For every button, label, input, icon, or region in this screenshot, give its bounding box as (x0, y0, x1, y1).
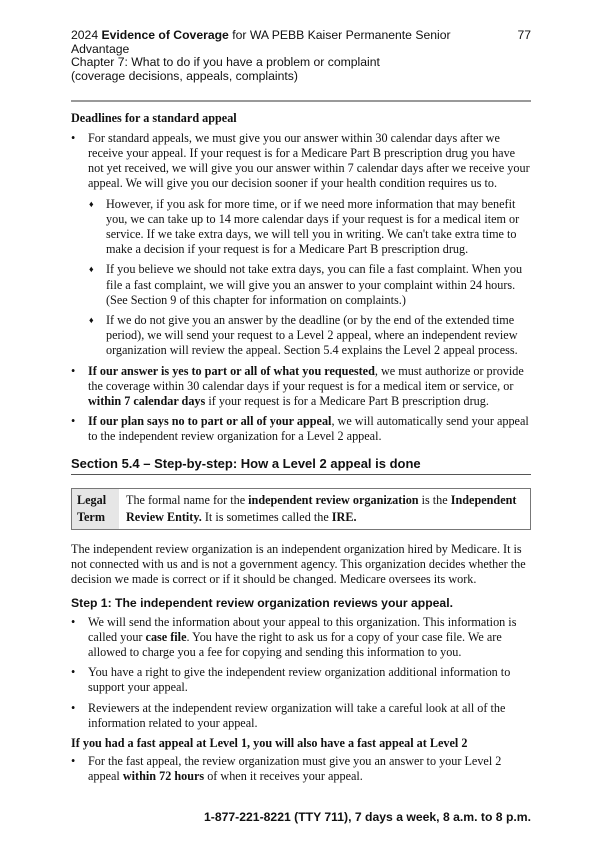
legal-term-label: Legal Term (72, 489, 119, 529)
step1-list (71, 615, 531, 731)
deadlines-list (71, 131, 531, 445)
legal-term-definition (119, 489, 530, 529)
diamond-bullet-icon: ♦ (89, 314, 94, 325)
footer-phone: 1-877-221-8221 (TTY 711), 7 days a week, 8 a.m. to 8 p.m. (204, 809, 531, 824)
page-content (71, 111, 531, 790)
def-bold: independent review organization (248, 492, 419, 507)
header-chapter: Chapter 7: What to do if you have a problem or complaint (71, 55, 380, 69)
diamond-bullet-icon: ♦ (89, 198, 94, 209)
item-bold: case file (145, 629, 187, 644)
def-text: The formal name for the (126, 492, 249, 507)
list-item (71, 754, 531, 784)
diamond-bullet-icon: ♦ (89, 264, 94, 275)
sub-list-item (71, 313, 531, 359)
sub-list-item (71, 197, 531, 258)
list-item (71, 364, 531, 410)
item-bold: If our answer is yes to part or all of what you requested (88, 363, 375, 378)
header-doc-title: Evidence of Coverage (101, 28, 229, 42)
fast-appeal-heading: If you had a fast appeal at Level 1, you will also have a fast appeal at Level 2 (71, 736, 468, 750)
header-divider (71, 100, 531, 102)
def-text: It is sometimes called the (201, 509, 332, 524)
header-text (71, 29, 505, 83)
header-chapter-sub: (coverage decisions, appeals, complaints) (71, 68, 298, 83)
item-bold: If our plan says no to part or all of your appeal (88, 414, 332, 429)
item-text: For the fast appeal, the review organization must give you an answer to your Level 2 appeal (88, 754, 502, 784)
item-bold: within 7 calendar days (88, 393, 206, 408)
section-heading: Section 5.4 – Step-by-step: How a Level 2 appeal is done (71, 456, 531, 475)
item-bold: within 72 hours (122, 769, 205, 784)
list-item (71, 414, 531, 444)
deadlines-heading: Deadlines for a standard appeal (71, 110, 237, 125)
item-text: of when it receives your appeal. (204, 769, 363, 784)
item-text: If we do not give you an answer by the deadline (or by the end of the extended time period), we will send your request to a Level 2 appeal, where an independent review organization will review the appeal. Section 5.4 explains the Level 2 appeal process. (106, 312, 518, 358)
page-header (71, 29, 531, 83)
bullet-icon: • (71, 414, 76, 429)
header-plan: for WA PEBB Kaiser Permanente Senior Advantage (71, 28, 451, 56)
item-text: However, if you ask for more time, or if we need more information that may benefit you, we can take up to 14 more calendar days if your request is for a medical item or service. If we take extra days, we will tell you in writing. We can't take extra time to make a decision if your request is for a Medicare Part B prescription drug. (106, 196, 520, 257)
item-text: For standard appeals, we must give you our answer within 30 calendar days after we receive your appeal. If your request is for a Medicare Part B prescription drug you have not yet received, we will give you our answer within 7 calendar days after we receive your appeal. We will give you our decision sooner if your health condition requires us to. (88, 130, 530, 191)
list-item (71, 615, 531, 661)
bullet-icon: • (71, 665, 76, 680)
bullet-icon: • (71, 130, 76, 145)
item-text: , we must authorize or provide the coverage within 30 calendar days if your request is for a medical item or service, or (88, 363, 524, 393)
bullet-icon: • (71, 754, 76, 769)
bullet-icon: • (71, 614, 76, 629)
def-bold: IRE. (331, 509, 357, 524)
item-text: Reviewers at the independent review organization will take a careful look at all of the information related to your appeal. (88, 700, 506, 730)
list-item (71, 665, 531, 695)
header-year: 2024 (71, 28, 102, 42)
item-text: . You have the right to ask us for a copy of your case file. We are allowed to charge you a fee for copying and sending this information to you. (88, 629, 502, 659)
intro-paragraph: The independent review organization is an independent organization hired by Medicare. It is not connected with us and is not a government agency. This organization decides whether the decision we made is correct or if it should be changed. Medicare oversees its work. (71, 541, 526, 587)
item-text: if your request is for a Medicare Part B prescription drug. (205, 393, 489, 408)
def-text: is the (418, 492, 451, 507)
page-number: 77 (517, 28, 531, 42)
bullet-icon: • (71, 700, 76, 715)
item-text: , we will automatically send your appeal to the independent review organization for a Level 2 appeal. (88, 414, 529, 444)
list-item (71, 131, 531, 192)
step1-heading: Step 1: The independent review organization reviews your appeal. (71, 596, 453, 611)
sub-list-item (71, 262, 531, 308)
fast-list (71, 754, 531, 784)
item-text: You have a right to give the independent review organization additional information to support your appeal. (88, 665, 511, 695)
bullet-icon: • (71, 363, 76, 378)
def-bold: Independent Review Entity. (126, 492, 517, 524)
item-text: If you believe we should not take extra days, you can file a fast complaint. When you file a fast complaint, we will give you an answer to your complaint within 24 hours. (See Section 9 of this chapter for information on complaints.) (106, 262, 523, 307)
list-item (71, 701, 531, 731)
legal-term-box (71, 488, 531, 530)
item-text: We will send the information about your appeal to this organization. This information is called your (88, 614, 517, 644)
